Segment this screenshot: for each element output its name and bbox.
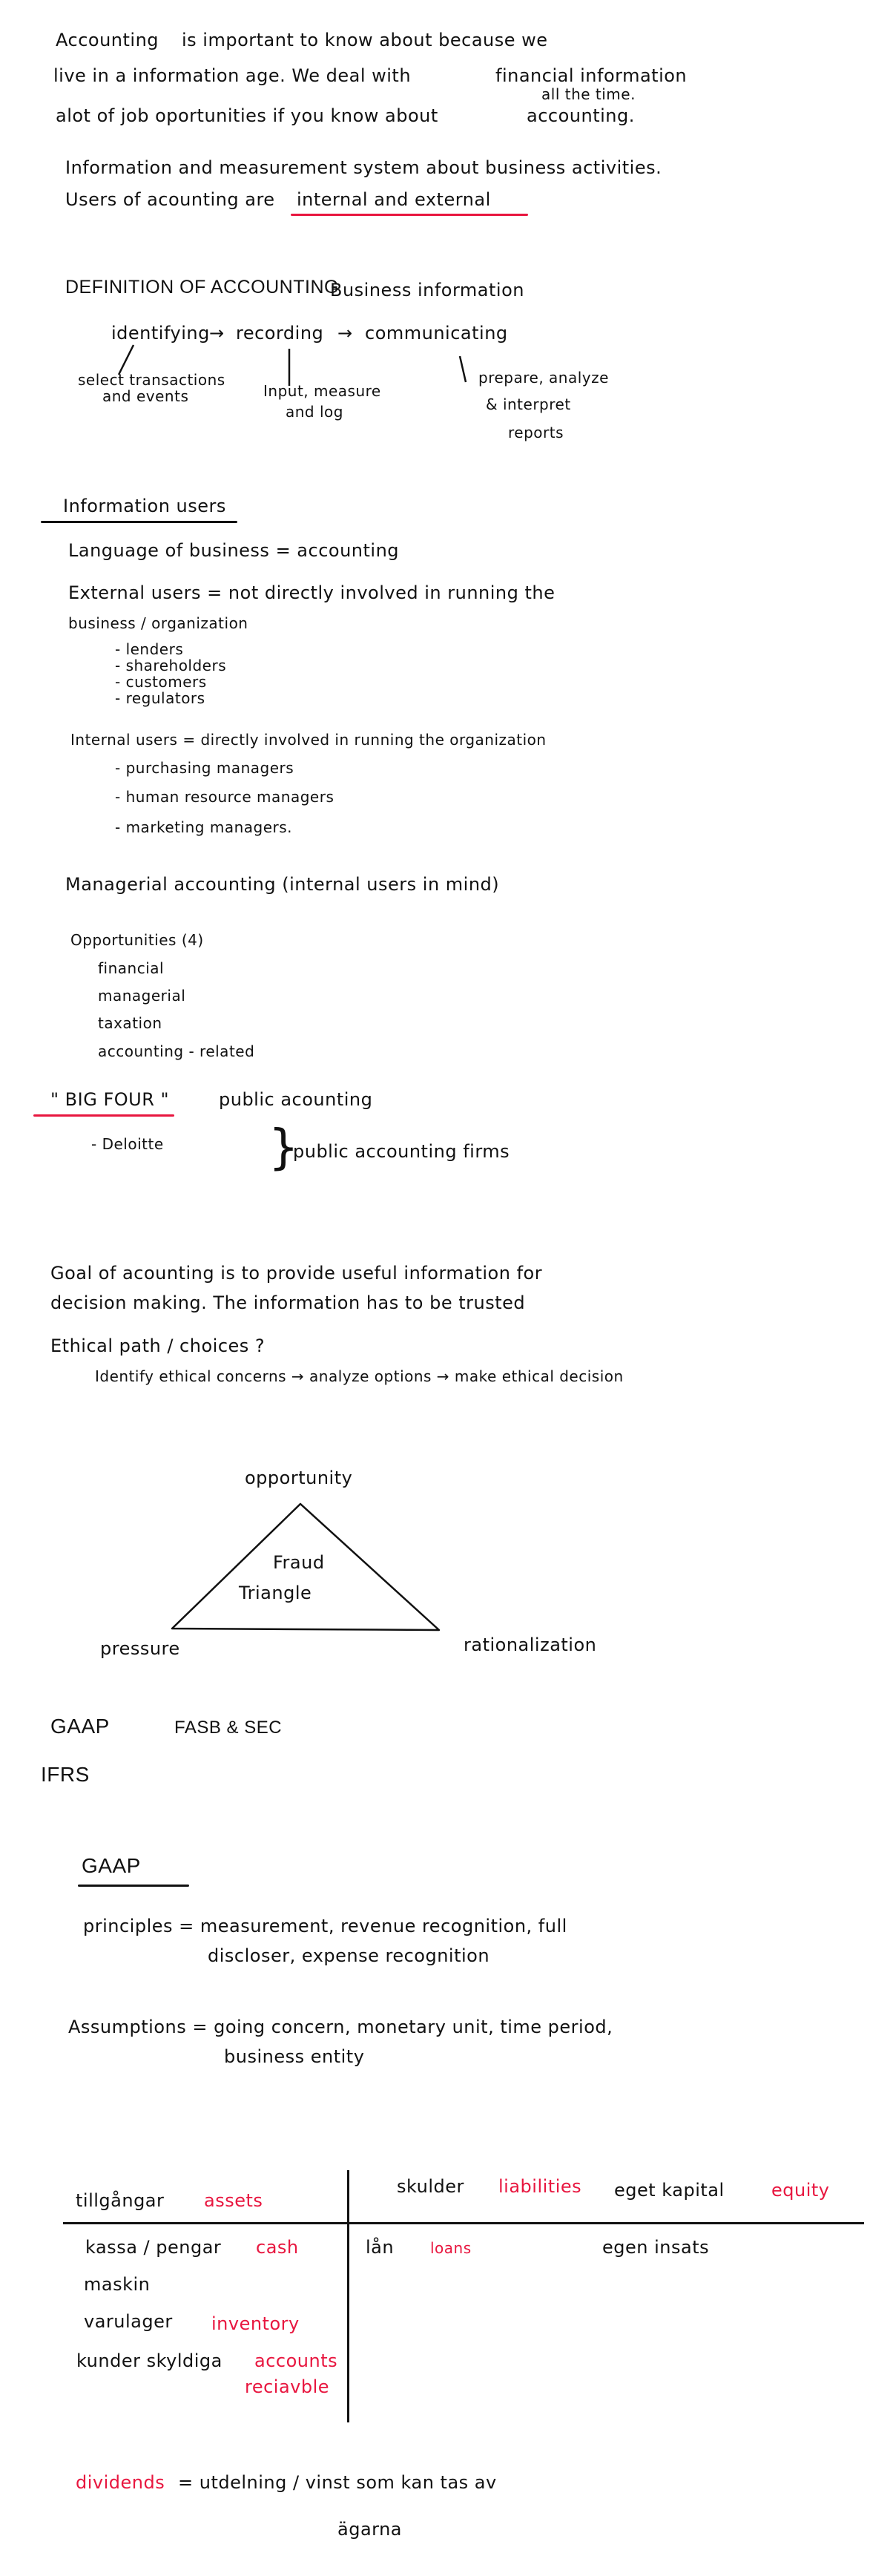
int-hr: - human resource managers [115,788,334,806]
ethical-path: Ethical path / choices ? [50,1335,266,1356]
ext-shareholders: - shareholders [115,657,227,674]
kunder-skyldiga: kunder skyldiga [76,2350,222,2371]
receivable-label: reciavble [245,2376,330,2397]
dividends-label: dividends [76,2472,165,2493]
triangle-rationalization: rationalization [464,1634,597,1655]
public-accounting-firms: public accounting firms [293,1141,510,1162]
info-internal-external: internal and external [297,189,491,210]
info-line-1: Information and measurement system about business activities. [65,157,662,178]
triangle-triangle: Triangle [239,1583,312,1603]
external-users-2: business / organization [68,614,248,632]
kassa-pengar: kassa / pengar [85,2237,222,2258]
t-account-vertical-line [347,2170,349,2422]
intro-line-1: is important to know about because we [182,30,548,50]
dividends-agarna: ägarna [337,2519,403,2540]
liabilities-label: liabilities [498,2176,582,2197]
select-transactions: select transactions [78,371,225,389]
definition-title: DEFINITION OF ACCOUNTING [65,277,339,298]
triangle-opportunity: opportunity [245,1468,353,1488]
fasb-sec: FASB & SEC [174,1718,283,1738]
arrow-1: → [209,323,225,344]
red-underline-big-four [33,1114,174,1117]
t-account-horizontal-line [63,2222,864,2224]
and-interpret: & interpret [486,395,571,413]
intro-financial-information: financial information [495,65,688,86]
intro-word-accounting: Accounting [56,30,159,50]
users-title-underline [41,521,237,523]
tillgangar: tillgångar [76,2190,165,2211]
ethical-steps: Identify ethical concerns → analyze options → make ethical decision [95,1367,624,1385]
opp-accounting-related: accounting - related [98,1042,255,1060]
loans-label: loans [430,2239,472,2257]
big-four: " BIG FOUR " [50,1089,170,1110]
opp-taxation: taxation [98,1014,162,1032]
gaap-assumptions-1: Assumptions = going concern, monetary unit, time period, [68,2017,613,2037]
fraud-triangle-shape [0,1495,890,1643]
users-title: Information users [63,496,226,516]
gaap-title-underline [78,1885,189,1887]
internal-users: Internal users = directly involved in running the organization [70,731,547,749]
opp-financial: financial [98,959,165,977]
int-purchasing: - purchasing managers [115,759,294,777]
business-information: Business information [330,280,524,300]
ext-regulators: - regulators [115,689,205,707]
arrow-2: → [337,323,353,344]
intro-accounting-word: accounting. [527,105,635,126]
reports: reports [508,424,564,441]
triangle-pressure: pressure [100,1638,180,1659]
lan: lån [366,2237,395,2258]
intro-line-3: alot of job oportunities if you know about [56,105,438,126]
step-recording: recording [236,323,324,344]
assets-label: assets [204,2190,263,2211]
input-measure: Input, measure [263,382,381,400]
dividends-definition: = utdelning / vinst som kan tas av [178,2472,497,2493]
ext-lenders: - lenders [115,640,184,658]
brace: } [268,1120,300,1175]
opportunities-title: Opportunities (4) [70,931,204,949]
accounts-label: accounts [254,2350,338,2371]
prepare-analyze: prepare, analyze [478,369,609,387]
eget-kapital: eget kapital [614,2180,725,2201]
and-log: and log [286,403,343,421]
public-acounting: public acounting [219,1089,373,1110]
skulder: skulder [397,2176,464,2197]
gaap-principles-2: discloser, expense recognition [208,1945,490,1966]
and-events: and events [102,387,189,405]
goal-line-2: decision making. The information has to be trusted [50,1292,526,1313]
step-communicating: communicating [365,323,508,344]
opp-managerial: managerial [98,987,186,1005]
step-identifying: identifying [111,323,210,344]
egen-insats: egen insats [602,2237,710,2258]
red-underline-internal-external [291,214,528,216]
info-line-2: Users of acounting are [65,189,275,210]
managerial-accounting: Managerial accounting (internal users in mind) [65,874,500,895]
int-marketing: - marketing managers. [115,818,293,836]
language-of-business: Language of business = accounting [68,540,400,561]
external-users-1: External users = not directly involved in running the [68,582,556,603]
deloitte: - Deloitte [91,1135,164,1153]
inventory-label: inventory [211,2313,300,2334]
gaap-principles-1: principles = measurement, revenue recognition, full [83,1916,567,1936]
intro-all-the-time: all the time. [541,85,636,103]
equity-label: equity [771,2180,830,2201]
varulager: varulager [84,2311,173,2332]
goal-line-1: Goal of acounting is to provide useful information for [50,1263,543,1284]
cash-label: cash [256,2237,299,2258]
intro-line-2: live in a information age. We deal with [53,65,412,86]
ext-customers: - customers [115,673,207,691]
gaap-label: GAAP [50,1715,110,1738]
triangle-fraud: Fraud [273,1552,325,1573]
maskin: maskin [84,2274,151,2295]
gaap-title: GAAP [82,1854,141,1877]
ifrs-label: IFRS [41,1763,90,1786]
gaap-assumptions-2: business entity [224,2046,365,2067]
